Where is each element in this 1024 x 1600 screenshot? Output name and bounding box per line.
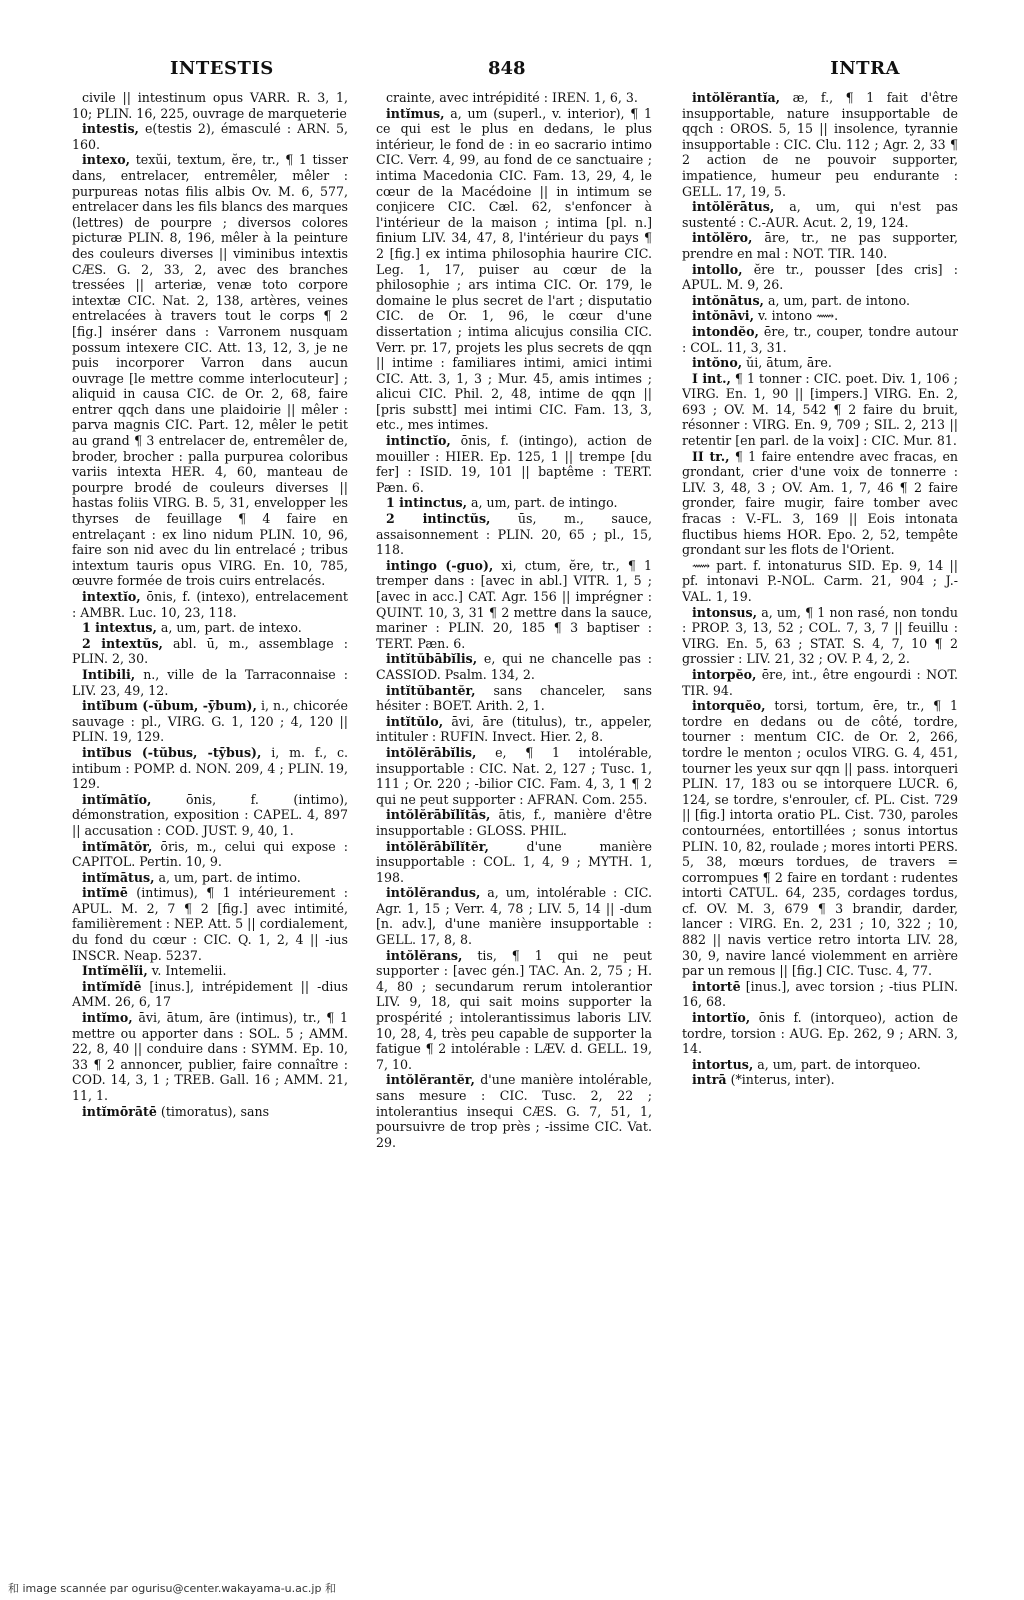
entry-definition: ōnis f. (intorqueo), action de tordre, torsion : AUG. Ep. 262, 9 ; ARN. 3, 14.	[682, 1010, 958, 1057]
dictionary-entry	[682, 199, 958, 230]
entry-headword: intonsus,	[692, 604, 758, 620]
entry-headword: intĭbum (-ŭbum, -ȳbum),	[82, 698, 257, 714]
entry-headword: intĭmus,	[386, 105, 445, 121]
entry-definition: v. intono ⟿.	[753, 308, 839, 324]
entry-headword: intĭtŭlo,	[386, 713, 444, 729]
entry-headword: II tr.,	[692, 448, 730, 464]
dictionary-entry	[682, 1057, 958, 1073]
column-2	[376, 90, 652, 1552]
dictionary-entry	[682, 293, 958, 309]
dictionary-entry	[376, 714, 652, 745]
entry-definition: ēre, int., être engourdi : NOT. TIR. 94.	[682, 666, 958, 698]
dictionary-entry	[72, 589, 348, 620]
entry-headword: intĭbus (-tŭbus, -tȳbus),	[82, 744, 262, 760]
entry-definition: i, m. f., c. intibum : POMP. d. NON. 209, 4 ; PLIN. 19, 129.	[72, 744, 348, 792]
entry-headword: I int.,	[692, 370, 731, 386]
entry-headword: intorpĕo,	[692, 666, 757, 682]
entry-definition: ¶ 1 tonner : CIC. poet. Div. 1, 106 ; VIRG. En. 1, 90 || [impers.] VIRG. En. 2, 693 ; OV. M. 14, 542 ¶ 2 faire du bruit, résonner : VIRG. En. 9, 709 ; SIL. 2, 213 || retentir [en parl. de la voix] : CIC. Mur. 81.	[682, 370, 958, 449]
entry-definition: d'une manière insupportable : COL. 1, 4, 9 ; MYTH. 1, 198.	[376, 838, 652, 885]
entry-definition: āre, tr., ne pas supporter, prendre en mal : NOT. TIR. 140.	[682, 230, 958, 261]
entry-headword: intollo,	[692, 261, 743, 277]
dictionary-entry	[72, 90, 348, 121]
entry-definition: a, um, part. de intingo.	[466, 495, 618, 511]
dictionary-entry	[682, 230, 958, 261]
entry-headword: intinctĭo,	[386, 433, 451, 449]
entry-headword: 1 intinctus,	[386, 495, 467, 511]
entry-headword: intĭmo,	[82, 1010, 133, 1026]
entry-headword: intortē	[692, 978, 741, 994]
entry-definition: texŭi, textum, ĕre, tr., ¶ 1 tisser dans, entrelacer, entremêler, mêler : purpureas notas filis albis Ov. M. 6, 577, entrelacer dans les fils blancs des marques (lettres) de pourpre ; diversos colores picturæ PLIN. 8, 196, mêler à la peinture des couleurs diverses || viminibus intextis CÆS. G. 2, 33, 2, avec des branches tressées || arteriæ, venæ toto corpore intextæ CIC. Nat. 2, 138, artères, veines entrelacées à travers tout le corps ¶ 2 [fig.] insérer dans : Varronem nusquam possum intexere CIC. Att. 13, 12, 3, je ne puis incorporer Varron dans aucun ouvrage [le mettre comme interlocuteur] ; aliquid in causa CIC. de Or. 2, 68, faire entrer qqch dans une plaidoirie || mêler : parva magnis CIC. Part. 12, mêler le petit au grand ¶ 3 entrelacer de, entremêler de, broder, brocher : palla purpurea coloribus variis intexta HER. 4, 60, manteau de pourpre brodé de couleurs diverses || hastas foliis VIRG. B. 5, 31, envelopper les thyrses de feuillage ¶ 4 faire en entrelaçant : ex lino nidum PLIN. 10, 96, faire son nid avec du lin entrelacé ; tribus intextum tauris opus VIRG. En. 10, 785, œuvre formée de trois cuirs entrelacés.	[72, 152, 348, 589]
entry-headword: 2 intextŭs,	[82, 635, 163, 651]
entry-headword: intŏlĕrantĭa,	[692, 90, 781, 105]
entry-definition: a, um, part. de intorqueo.	[753, 1056, 921, 1072]
entry-definition: ĕre tr., pousser [des cris] : APUL. M. 9, 26.	[682, 261, 958, 293]
dictionary-entry	[72, 1104, 348, 1120]
dictionary-entry	[682, 1072, 958, 1088]
dictionary-entry	[72, 636, 348, 667]
entry-definition: ōnis, f. (intimo), démonstration, exposition : CAPEL. 4, 897 || accusation : COD. JUST. 9, 40, 1.	[72, 791, 348, 838]
entry-headword: intondĕo,	[692, 323, 759, 339]
entry-definition: a, um, ¶ 1 non rasé, non tondu : PROP. 3, 13, 52 ; COL. 7, 3, 7 || feuillu : VIRG. En. 5, 63 ; STAT. S. 4, 7, 10 ¶ 2 grossier : LIV. 21, 32 ; OV. P. 4, 2, 2.	[682, 604, 958, 667]
entry-definition: ūs, m., sauce, assaisonnement : PLIN. 20, 65 ; pl., 15, 118.	[376, 511, 652, 558]
entry-definition: a, um (superl., v. interior), ¶ 1 ce qui est le plus en dedans, le plus intérieur, le fond de : in eo sacrario intimo CIC. Verr. 4, 99, au fond de ce sanctuaire ; intima Macedonia CIC. Fam. 13, 29, 4, le cœur de la Macédoine || in intimum se conjicere CIC. Cæl. 62, s'enfoncer à l'intérieur de la maison ; intima [pl. n.] finium LIV. 34, 47, 8, l'intérieur du pays ¶ 2 [fig.] ex intima philosophia haurire CIC. Leg. 1, 17, puiser au cœur de la philosophie ; ars intima CIC. Or. 179, le domaine le plus secret de l'art ; disputatio CIC. de Or. 1, 96, le cœur d'une dissertation ; intima alicujus consilia CIC. Verr. pr. 17, projets les plus secrets de qqn || intime : familiares intimi, amici intimi CIC. Att. 3, 1, 3 ; Mur. 45, amis intimes ; alicui CIC. Phil. 2, 48, intime de qqn || [pris substt] mei intimi CIC. Fam. 13, 3, etc., mes intimes.	[376, 105, 652, 433]
dictionary-entry	[682, 449, 958, 558]
dictionary-entry	[376, 433, 652, 495]
entry-headword: intŏlĕro,	[692, 230, 753, 246]
entry-definition: n., ville de la Tarraconnaise : LIV. 23, 49, 12.	[72, 666, 348, 698]
dictionary-entry	[376, 651, 652, 682]
dictionary-entry	[376, 511, 652, 558]
dictionary-entry	[72, 620, 348, 636]
entry-definition: v. Intemelii.	[147, 963, 227, 979]
dictionary-entry	[682, 1010, 958, 1057]
dictionary-entry	[376, 807, 652, 838]
entry-definition: a, um, intolérable : CIC. Agr. 1, 15 ; Verr. 4, 78 ; LIV. 5, 14 || -dum [n. adv.], d'une manière insupportable : GELL. 17, 8, 8.	[376, 885, 652, 948]
entry-headword: intŏno,	[692, 355, 743, 371]
entry-definition: æ, f., ¶ 1 fait d'être insupportable, nature insupportable de qqch : OROS. 5, 15 || insolence, tyrannie insupportable : CIC. Clu. 112 ; Agr. 2, 33 ¶ 2 action de ne pouvoir supporter, impatience, humeur peu endurante : GELL. 17, 19, 5.	[682, 90, 958, 199]
entry-definition: civile || intestinum opus VARR. R. 3, 1, 10; PLIN. 16, 225, ouvrage de marqueterie	[72, 90, 348, 121]
dictionary-entry	[72, 698, 348, 745]
dictionary-entry	[682, 698, 958, 979]
entry-definition: [inus.], avec torsion ; -tius PLIN. 16, 68.	[682, 978, 958, 1010]
entry-definition: e, qui ne chancelle pas : CASSIOD. Psalm. 134, 2.	[376, 651, 652, 682]
dictionary-entry	[72, 121, 348, 152]
entry-headword: intŏlĕrandus,	[386, 885, 481, 901]
entry-definition: ŭi, ātum, āre.	[742, 355, 832, 371]
entry-headword: intortĭo,	[692, 1010, 751, 1026]
entry-definition: sans chanceler, sans hésiter : BOET. Arith. 2, 1.	[376, 682, 652, 714]
entry-headword: intŏlĕrans,	[386, 947, 463, 963]
entry-definition: a, um, part. de intimo.	[154, 869, 301, 885]
entry-definition: a, um, part. de intexo.	[156, 620, 302, 636]
entry-definition: e(testis 2), émasculé : ARN. 5, 160.	[72, 121, 348, 152]
entry-headword: intŏlĕrābĭlis,	[386, 744, 477, 760]
entry-headword: intĭmē	[82, 885, 128, 901]
entry-definition: ōris, m., celui qui expose : CAPITOL. Pertin. 10, 9.	[72, 838, 348, 870]
dictionary-entry	[376, 683, 652, 714]
entry-definition: torsi, tortum, ēre, tr., ¶ 1 tordre en dedans ou de côté, tordre, tourner : mentum CIC. de Or. 2, 266, tordre le menton ; oculos VIRG. G. 4, 451, tourner les yeux sur qqn || pass. intorqueri PLIN. 17, 183 ou se intorquere LUCR. 6, 124, se tordre, s'enrouler, cf. PL. Cist. 729 || [fig.] intorta oratio PL. Cist. 730, paroles contournées, entortillées ; sonus intortus PLIN. 10, 82, roulade ; mores intorti PERS. 5, 38, mœurs tordues, de travers = corrompues ¶ 2 faire en tordant : rudentes intorti CATUL. 64, 235, cordages tordus, cf. OV. M. 3, 679 ¶ 3 brandir, darder, lancer : VIRG. En. 2, 231 ; 10, 322 ; 10, 882 || navis vertice retro intorta LIV. 28, 30, 9, navire lancé violemment en arrière par un remous || [fig.] CIC. Tusc. 4, 77.	[682, 698, 958, 979]
entry-definition: ⟿ part. f. intonaturus SID. Ep. 9, 14 || pf. intonavi P.-NOL. Carm. 21, 904 ; J.- VAL. 1, 19.	[682, 557, 958, 604]
dictionary-entry	[72, 152, 348, 589]
entry-definition: abl. ū, m., assemblage : PLIN. 2, 30.	[72, 635, 348, 667]
entry-headword: Intĭmĕlĭi,	[82, 963, 148, 979]
entry-headword: Intibili,	[82, 666, 136, 682]
dictionary-entry	[72, 963, 348, 979]
entry-definition: (*interus, inter).	[726, 1072, 835, 1088]
entry-definition: ōnis, f. (intexo), entrelacement : AMBR. Luc. 10, 23, 118.	[72, 589, 348, 620]
dictionary-entry	[72, 885, 348, 963]
scan-credit: 和 image scannée par ogurisu@center.wakayama-u.ac.jp 和	[8, 1582, 336, 1595]
column-1	[72, 90, 348, 1552]
entry-headword: intĭmātŏr,	[82, 838, 153, 854]
entry-headword: intĭmōrātē	[82, 1103, 157, 1119]
entry-definition: ōnis, f. (intingo), action de mouiller : HIER. Ep. 125, 1 || trempe [du fer] : ISID. 19, 101 || baptême : TERT. Pæn. 6.	[376, 433, 652, 495]
entry-headword: intŏlĕrābĭlĭtĕr,	[386, 838, 489, 854]
entry-definition: ¶ 1 faire entendre avec fracas, en grondant, crier d'une voix de tonnerre : LIV. 3, 48, 3 ; OV. Am. 1, 7, 46 ¶ 2 faire gronder, faire mugir, faire tomber avec fracas : V.-FL. 3, 169 || Eois intonata fluctibus hiems HOR. Epo. 2, 52, tempête grondant sur les flots de l'Orient.	[682, 448, 958, 558]
entry-definition: āvi, āre (titulus), tr., appeler, intituler : RUFIN. Invect. Hier. 2, 8.	[376, 713, 652, 745]
entry-definition: (intimus), ¶ 1 intérieurement : APUL. M. 2, 7 ¶ 2 [fig.] avec intimité, familièrement : NEP. Att. 5 || cordialement, du fond du cœur : CIC. Q. 1, 2, 4 || -ius INSCR. Neap. 5237.	[72, 885, 348, 963]
entry-definition: a, um, qui n'est pas sustenté : C.-AUR. Acut. 2, 19, 124.	[682, 199, 958, 230]
dictionary-entry	[72, 1010, 348, 1104]
text-columns	[70, 90, 958, 1552]
dictionary-entry	[682, 90, 958, 199]
entry-headword: 2 intinctŭs,	[386, 511, 491, 527]
dictionary-entry	[376, 1072, 652, 1150]
entry-headword: intingo (-guo),	[386, 557, 494, 573]
dictionary-entry	[376, 90, 652, 106]
entry-headword: intŏlĕrātus,	[692, 199, 775, 215]
entry-headword: intĭtŭbantĕr,	[386, 682, 476, 698]
entry-headword: intŏlĕrantĕr,	[386, 1072, 475, 1088]
dictionary-entry	[376, 495, 652, 511]
entry-headword: intestis,	[82, 121, 139, 137]
dictionary-entry	[682, 605, 958, 667]
dictionary-entry	[682, 371, 958, 449]
dictionary-entry	[72, 839, 348, 870]
page-header	[70, 38, 958, 82]
entry-definition: āvi, ātum, āre (intimus), tr., ¶ 1 mettre ou apporter dans : SOL. 5 ; AMM. 22, 8, 40 || conduire dans : SYMM. Ep. 10, 33 ¶ 2 annoncer, publier, faire connaître : COD. 14, 3, 1 ; TREB. Gall. 16 ; AMM. 21, 11, 1.	[72, 1010, 348, 1103]
dictionary-entry	[72, 979, 348, 1010]
dictionary-entry	[72, 792, 348, 839]
entry-headword: 1 intextus,	[82, 620, 157, 636]
entry-definition: [inus.], intrépidement || -dius AMM. 26, 6, 17	[72, 978, 348, 1010]
dictionary-entry	[376, 948, 652, 1073]
entry-definition: tis, ¶ 1 qui ne peut supporter : [avec gén.] TAC. An. 2, 75 ; H. 4, 80 ; secundarum rerum intolerantior LIV. 9, 18, qui sait moins supporter la prospérité ; intolerantissimus laboris LIV. 10, 28, 4, très peu capable de supporter la fatigue ¶ 2 intolérable : LÆV. d. GELL. 19, 7, 10.	[376, 947, 652, 1072]
entry-definition: ātis, f., manière d'être insupportable : GLOSS. PHIL.	[376, 807, 652, 838]
entry-definition: a, um, part. de intono.	[763, 292, 910, 308]
entry-headword: intexo,	[82, 152, 131, 168]
entry-definition: crainte, avec intrépidité : IREN. 1, 6, 3.	[386, 90, 638, 105]
dictionary-entry	[376, 558, 652, 652]
dictionary-entry	[72, 745, 348, 792]
dictionary-page	[70, 38, 958, 1558]
dictionary-entry	[72, 667, 348, 698]
dictionary-entry	[682, 558, 958, 605]
left-running-headword: INTESTIS	[170, 58, 274, 79]
entry-headword: intŏnāvi,	[692, 308, 754, 324]
dictionary-entry	[376, 885, 652, 947]
dictionary-entry	[682, 355, 958, 371]
entry-definition: (timoratus), sans	[156, 1103, 270, 1119]
dictionary-entry	[376, 745, 652, 807]
dictionary-entry	[682, 324, 958, 355]
entry-definition: e, ¶ 1 intolérable, insupportable : CIC. Nat. 2, 127 ; Tusc. 1, 111 ; Or. 220 ; -bilior CIC. Fam. 4, 3, 1 ¶ 2 qui ne peut supporter : AFRAN. Com. 255.	[376, 744, 652, 807]
entry-headword: intĭmātus,	[82, 869, 155, 885]
dictionary-entry	[682, 262, 958, 293]
dictionary-entry	[682, 308, 958, 324]
right-running-headword: INTRA	[830, 58, 900, 79]
entry-headword: intortus,	[692, 1056, 754, 1072]
dictionary-entry	[376, 839, 652, 886]
entry-definition: ēre, tr., couper, tondre autour : COL. 11, 3, 31.	[682, 323, 958, 355]
column-3	[682, 90, 958, 1552]
entry-definition: i, n., chicorée sauvage : pl., VIRG. G. 1, 120 ; 4, 120 || PLIN. 19, 129.	[72, 698, 348, 745]
entry-headword: intĭmātĭo,	[82, 791, 152, 807]
entry-headword: intŏlĕrābĭlĭtās,	[386, 807, 491, 823]
entry-headword: intrā	[692, 1072, 727, 1088]
dictionary-entry	[376, 106, 652, 433]
entry-headword: intĭtŭbābĭlis,	[386, 651, 478, 667]
dictionary-entry	[682, 979, 958, 1010]
entry-headword: intĭmĭdē	[82, 978, 142, 994]
dictionary-entry	[682, 667, 958, 698]
entry-headword: intextĭo,	[82, 589, 141, 604]
page-number: 848	[488, 58, 526, 79]
entry-definition: xi, ctum, ĕre, tr., ¶ 1 tremper dans : [avec in abl.] VITR. 1, 5 ; [avec in acc.] CAT. Agr. 156 || imprégner : QUINT. 10, 3, 31 ¶ 2 mettre dans la sauce, mariner : PLIN. 20, 185 ¶ 3 baptiser : TERT. Pæn. 6.	[376, 557, 652, 651]
entry-headword: intorquĕo,	[692, 698, 766, 714]
entry-headword: intŏnātus,	[692, 292, 764, 308]
dictionary-entry	[72, 870, 348, 886]
entry-definition: d'une manière intolérable, sans mesure : CIC. Tusc. 2, 22 ; intolerantius insequi CÆS. G. 7, 51, 1, poursuivre de trop près ; -issime CIC. Vat. 29.	[376, 1072, 652, 1150]
